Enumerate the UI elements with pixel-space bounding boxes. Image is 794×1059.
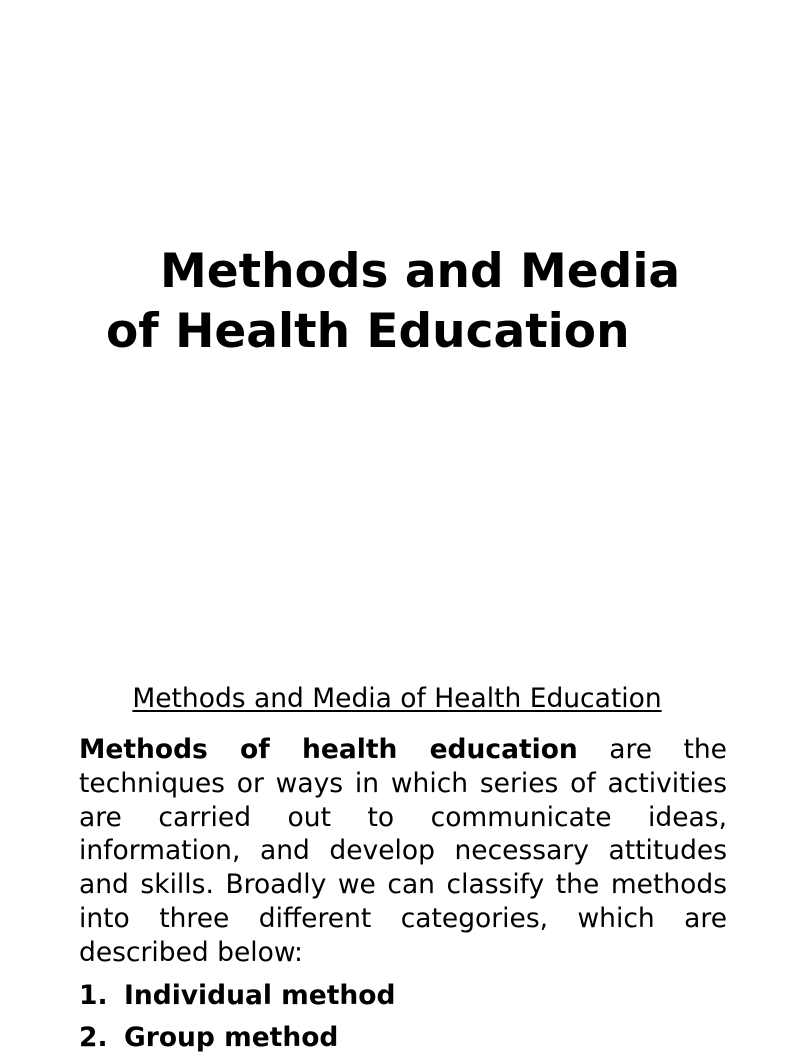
section-heading-text: Methods and Media of Health Education bbox=[132, 683, 662, 714]
intro-paragraph bbox=[79, 733, 727, 970]
list-item-label: Individual method bbox=[124, 980, 396, 1011]
list-item bbox=[79, 975, 727, 1017]
list-item bbox=[79, 1017, 727, 1059]
list-item-label: Group method bbox=[124, 1022, 339, 1053]
title-line-2: of Health Education bbox=[106, 304, 630, 359]
section-heading bbox=[0, 682, 794, 716]
list-item-number: 1. bbox=[79, 980, 108, 1011]
list-item-number: 2. bbox=[79, 1022, 108, 1053]
title-line-1: Methods and Media bbox=[160, 244, 681, 299]
document-title bbox=[106, 242, 746, 362]
method-list bbox=[79, 975, 727, 1059]
paragraph-lead: Methods of health education bbox=[79, 734, 578, 765]
paragraph-text: are the techniques or ways in which series of activities are carried out to communicate ideas, information, and develop necessary attitudes and skills. Broadly we can classify the methods into three different categories, which are described below: bbox=[79, 734, 727, 968]
